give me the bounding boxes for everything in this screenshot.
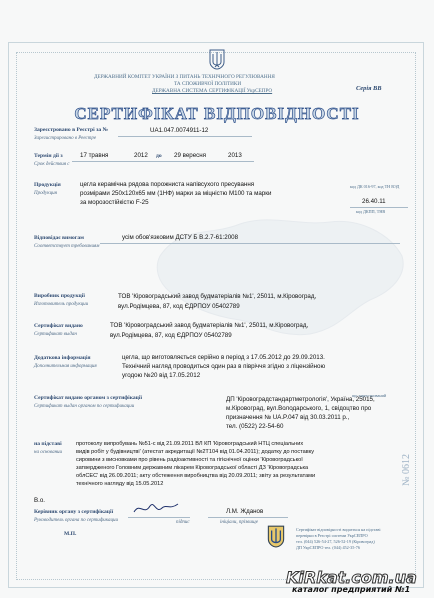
- body-line-2: м.Кіровоград, вул.Володарського, 1, свідоцтво про: [226, 405, 372, 412]
- basis-line-3: сировини з висновками про рівень радіоактивності та гігієнічної оцінки 'Кіровоградської: [76, 457, 303, 463]
- stub-number: № 0612: [401, 453, 412, 486]
- registration-sublabel: Зарегистрировано в Реестре: [34, 136, 97, 141]
- issued-to-sublabel: Сертификат выдан: [34, 332, 77, 337]
- certificate-title: СЕРТИФІКАТ ВІДПОВІДНОСТІ: [74, 104, 360, 123]
- term-sublabel: Срок действия с: [34, 162, 70, 167]
- term-to-day: 29 вересня: [174, 152, 207, 159]
- footer-note-4: ДП УкрСЕПРО тел. (044) 452-35-76: [296, 545, 360, 550]
- footer-note-1: Сертифікат відповідності видається на підставі: [296, 527, 381, 532]
- manufacturer-sublabel: Изготовитель продукции: [34, 302, 89, 307]
- body-line-1: ДП 'Кіровоградстандартметрологія', Україна, 25015,: [226, 396, 375, 403]
- stamp-place-label: М.П.: [64, 531, 77, 537]
- basis-line-5: облСЕС' від 26.09.2011; акту обстеження виробництва від 20.09.2011; звіту за результатами: [76, 473, 316, 479]
- trident-small-icon: [266, 524, 286, 548]
- body-sublabel: Сертификат выдан органом по сертификации: [34, 404, 135, 409]
- basis-sublabel: на основании: [34, 450, 63, 455]
- header-policy: ТА СПОЖИВЧОЇ ПОЛІТИКИ: [174, 81, 242, 87]
- name-label: ініціали, прізвище: [220, 520, 258, 525]
- basis-label: на підставі: [34, 441, 62, 447]
- body-label: Сертифікат видано органом з сертифікації: [34, 395, 142, 401]
- requirements-sublabel: Соответствует требованиям: [34, 244, 100, 249]
- issued-to-label: Сертифікат видано: [34, 323, 83, 329]
- additional-label: Додаткова інформація: [34, 355, 91, 361]
- additional-sublabel: Дополнительная информация: [34, 364, 97, 369]
- term-to-label: до: [156, 153, 162, 159]
- product-code: 26.40.11: [362, 198, 386, 205]
- registration-number: UA1.047.0074911-12: [150, 127, 209, 134]
- requirements-label: Відповідає вимогам: [34, 235, 84, 241]
- head-label: Керівник органу з сертифікації: [34, 509, 114, 515]
- signature-label: підпис: [176, 520, 190, 525]
- registration-label: Зареєстровано в Реєстрі за №: [34, 127, 109, 133]
- body-registered-note: що зареєстрований: [352, 393, 387, 398]
- term-from-day: 17 травня: [80, 152, 109, 159]
- footer-note-2: перевірки в Реєстрі системи УкрСЕПРО: [296, 533, 368, 538]
- manufacturer-line-1: ТОВ 'Кіровоградський завод будматеріалів №1', 25011, м.Кіровоград,: [118, 293, 317, 300]
- body-line-4: тел. (0522) 22-54-60: [226, 423, 284, 430]
- footer-note-3: тел. (044) 526-54-27, 526-52-19 (Кіровоград): [296, 539, 375, 544]
- body-line-3: призначення № UA.P.047 від 30.03.2011 р.,: [226, 414, 350, 421]
- basis-line-6: технічного нагляду від 15.05.2012: [76, 481, 164, 487]
- additional-line-2: Технічний нагляд проводиться один раз в півріччя згідно з ліцензійною: [122, 363, 326, 370]
- watermark-site: KiRkat.com.ua: [286, 568, 417, 587]
- term-to-year: 2013: [228, 152, 242, 159]
- basis-line-1: протоколу випробувань №51-с від 21.09.2011 ВЛ КП 'Кіровоградський НТЦ спеціальних: [76, 441, 304, 447]
- additional-line-1: цегла, що виготовляється серійно в період з 17.05.2012 до 29.09.2013.: [122, 354, 325, 361]
- term-from-year: 2012: [134, 152, 148, 159]
- product-label: Продукція: [34, 182, 61, 188]
- basis-line-4: затвердженого Головним державним лікарем Кіровоградської області ДЗ 'Кіровоградська: [76, 465, 309, 471]
- series-label: Серія ВВ: [356, 85, 382, 92]
- basis-line-2: видів робіт у будівництві' (атестат акредитації №2Т104 від 01.04.2011); додатку до поставку: [76, 449, 315, 455]
- trident-emblem-icon: [208, 48, 226, 70]
- manufacturer-label: Виробник продукції: [34, 293, 85, 299]
- header-committee: ДЕРЖАВНИЙ КОМІТЕТ УКРАЇНИ З ПИТАНЬ ТЕХНІЧНОГО РЕГУЛЮВАННЯ: [94, 74, 275, 80]
- product-line-3: за морозостійкістю F-25: [80, 199, 149, 206]
- issued-to-line-1: ТОВ 'Кіровоградський завод будматеріалів №1', 25011, м.Кіровоград,: [110, 322, 309, 329]
- term-label: Термін дії з: [34, 153, 63, 159]
- product-sublabel: Продукция: [34, 191, 57, 196]
- product-line-1: цегла керамічна рядова порожниста напівсухого пресування: [80, 181, 255, 188]
- head-sublabel: Руководитель органа по сертификации: [34, 518, 119, 523]
- additional-line-3: угодою №20 від 17.05.2012: [122, 372, 201, 379]
- product-code-label-1: код ДК 016-97, код ТН ВЭД: [350, 184, 400, 189]
- watermark-caption: каталог предприятий №1: [292, 585, 411, 594]
- requirements-value: усім обов'язковим ДСТУ Б В.2.7-61:2008: [122, 234, 239, 241]
- product-code-label-2: код ДКПП, ТНВ: [356, 209, 386, 214]
- head-name: Л.М. Жданов: [226, 508, 264, 515]
- manufacturer-line-2: вул.Родімцева, 87, код ЄДРПОУ 05402789: [118, 303, 240, 310]
- header-system: ДЕРЖАВНА СИСТЕМА СЕРТИФІКАЦІЇ УкрСЕПРО: [152, 88, 273, 94]
- acting-label: В.о.: [34, 497, 46, 504]
- product-line-2: розмірами 250х120х65 мм (1НФ) марки за міцністю М100 та марки: [80, 190, 272, 197]
- signature-scribble-icon: [132, 498, 180, 518]
- issued-to-line-2: вул.Родімцева, 87, код ЄДРПОУ 05402789: [110, 332, 232, 339]
